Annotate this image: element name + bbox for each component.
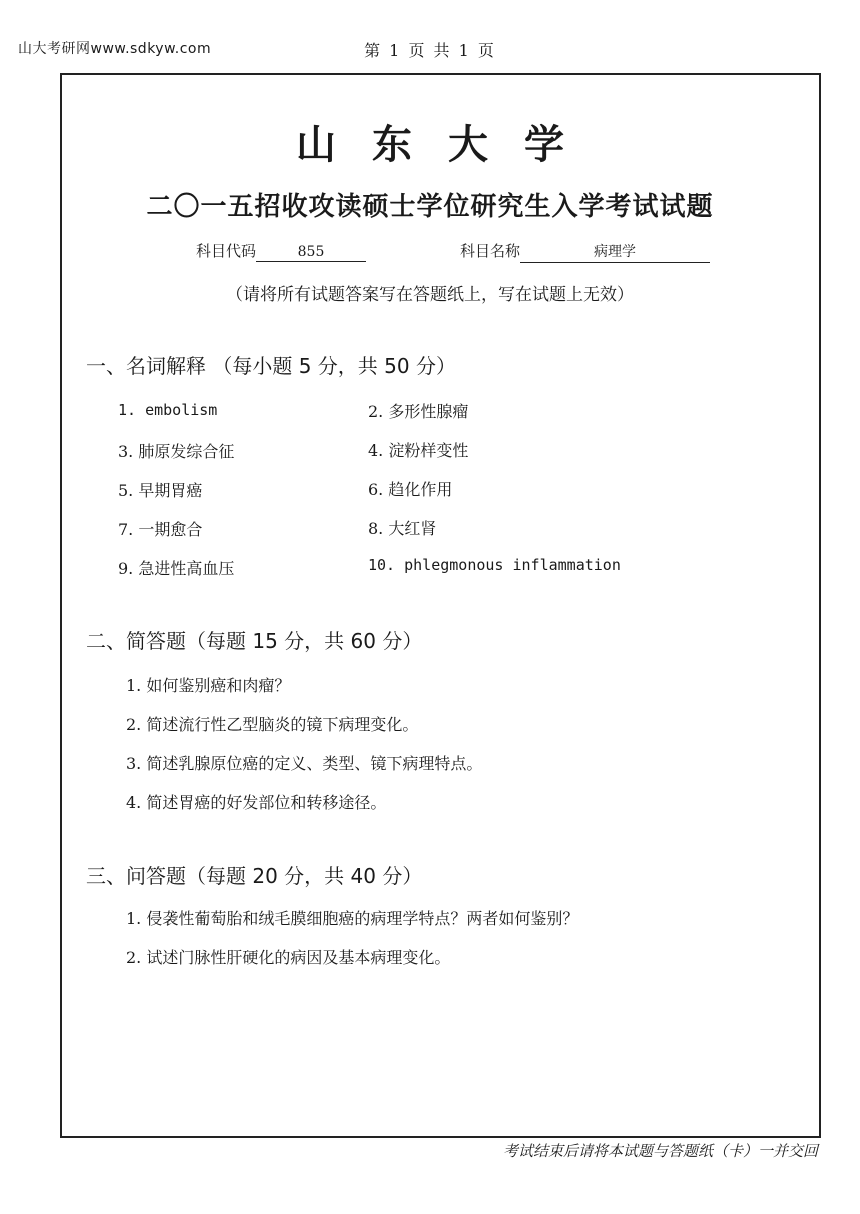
subject-name-row bbox=[460, 240, 710, 263]
footer-note: 考试结束后请将本试题与答题纸（卡）一并交回 bbox=[502, 1142, 818, 1160]
section2-item: 4. 简述胃癌的好发部位和转移途径。 bbox=[126, 793, 387, 812]
section1-item: 6. 趋化作用 bbox=[368, 480, 453, 499]
section1-item: 4. 淀粉样变性 bbox=[368, 441, 469, 460]
subject-name-label: 科目名称 bbox=[460, 242, 521, 260]
section2-heading: 二、简答题（每题 15 分，共 60 分） bbox=[86, 629, 423, 653]
university-title: 山东大学 bbox=[296, 121, 600, 168]
section1-item: 9. 急进性高血压 bbox=[118, 559, 235, 578]
exam-frame bbox=[60, 73, 821, 1138]
page-indicator: 第 1 页 共 1 页 bbox=[364, 41, 496, 60]
subject-code-label: 科目代码 bbox=[196, 242, 257, 260]
section1-item: 2. 多形性腺瘤 bbox=[368, 402, 469, 421]
section1-heading: 一、名词解释 （每小题 5 分，共 50 分） bbox=[86, 354, 456, 378]
section1-item: 8. 大红肾 bbox=[368, 519, 437, 538]
subject-code-value: 855 bbox=[256, 244, 366, 262]
section2-item: 3. 简述乳腺原位癌的定义、类型、镜下病理特点。 bbox=[126, 754, 483, 773]
watermark-text: 山大考研网www.sdkyw.com bbox=[18, 41, 212, 57]
section3-item: 1. 侵袭性葡萄胎和绒毛膜细胞癌的病理学特点？两者如何鉴别？ bbox=[126, 909, 579, 928]
subject-name-value: 病理学 bbox=[520, 241, 710, 263]
section1-item: 1. embolism bbox=[118, 401, 218, 419]
subject-code-row bbox=[196, 240, 366, 262]
section1-item: 7. 一期愈合 bbox=[118, 520, 203, 539]
exam-title: 二〇一五招收攻读硕士学位研究生入学考试试题 bbox=[146, 192, 714, 222]
section1-item: 5. 早期胃癌 bbox=[118, 481, 203, 500]
section1-item: 3. 肺原发综合征 bbox=[118, 442, 235, 461]
section2-item: 1. 如何鉴别癌和肉瘤？ bbox=[126, 676, 291, 695]
section1-item: 10. phlegmonous inflammation bbox=[368, 556, 621, 574]
section2-item: 2. 简述流行性乙型脑炎的镜下病理变化。 bbox=[126, 715, 419, 734]
section3-item: 2. 试述门脉性肝硬化的病因及基本病理变化。 bbox=[126, 948, 451, 967]
section3-heading: 三、问答题（每题 20 分，共 40 分） bbox=[86, 864, 423, 888]
instruction: （请将所有试题答案写在答题纸上，写在试题上无效） bbox=[226, 285, 634, 305]
